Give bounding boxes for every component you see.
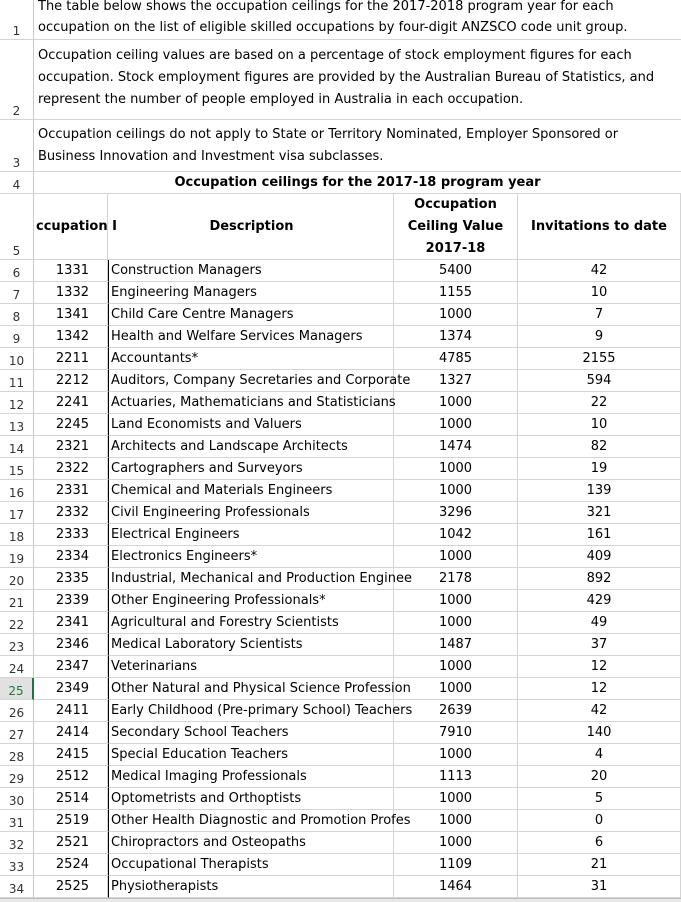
table-row <box>34 436 681 458</box>
occupation-code-cell[interactable]: 1331 <box>34 260 108 282</box>
occupation-code-cell[interactable]: 1342 <box>34 326 108 348</box>
description-cell[interactable]: Secondary School Teachers <box>108 722 394 744</box>
ceiling-value-cell[interactable]: 1155 <box>394 282 518 304</box>
invitations-cell[interactable]: 42 <box>518 260 681 282</box>
invitations-cell[interactable]: 19 <box>518 458 681 480</box>
table-row <box>34 282 681 304</box>
table-row <box>34 370 681 392</box>
row-header-7[interactable]: 7 <box>0 282 34 304</box>
ceiling-value-cell[interactable]: 1000 <box>394 480 518 502</box>
row-header-5[interactable]: 5 <box>0 194 34 260</box>
sheet-row-1 <box>34 0 681 40</box>
ceiling-value-cell[interactable]: 2639 <box>394 700 518 722</box>
invitations-cell[interactable]: 7 <box>518 304 681 326</box>
row-header-13[interactable]: 13 <box>0 414 34 436</box>
invitations-cell[interactable]: 6 <box>518 832 681 854</box>
ceiling-value-cell[interactable]: 4785 <box>394 348 518 370</box>
table-row <box>34 788 681 810</box>
row-header-29[interactable]: 29 <box>0 766 34 788</box>
description-cell[interactable]: Physiotherapists <box>108 876 394 898</box>
row-header-20[interactable]: 20 <box>0 568 34 590</box>
occupation-code-cell[interactable]: 2512 <box>34 766 108 788</box>
occupation-code-cell[interactable]: 2333 <box>34 524 108 546</box>
sheet-row-4 <box>34 172 681 194</box>
occupation-code-cell[interactable]: 1332 <box>34 282 108 304</box>
description-cell[interactable]: Early Childhood (Pre-primary School) Teachers <box>108 700 394 722</box>
description-cell[interactable]: Chemical and Materials Engineers <box>108 480 394 502</box>
invitations-cell[interactable]: 321 <box>518 502 681 524</box>
occupation-code-cell[interactable]: 2341 <box>34 612 108 634</box>
ceiling-value-cell[interactable]: 1000 <box>394 832 518 854</box>
row-header-18[interactable]: 18 <box>0 524 34 546</box>
table-row <box>34 348 681 370</box>
row-header-10[interactable]: 10 <box>0 348 34 370</box>
ceiling-value-cell[interactable]: 1487 <box>394 634 518 656</box>
header-ceiling-line1: Occupation <box>414 196 497 212</box>
description-cell[interactable]: Land Economists and Valuers <box>108 414 394 436</box>
invitations-cell[interactable]: 49 <box>518 612 681 634</box>
header-description[interactable]: Description <box>108 194 394 260</box>
row-header-3[interactable]: 3 <box>0 120 34 172</box>
ceiling-value-cell[interactable]: 3296 <box>394 502 518 524</box>
description-cell[interactable]: Medical Laboratory Scientists <box>108 634 394 656</box>
row-header-8[interactable]: 8 <box>0 304 34 326</box>
ceiling-value-cell[interactable]: 1000 <box>394 788 518 810</box>
table-row <box>34 568 681 590</box>
invitations-cell[interactable]: 429 <box>518 590 681 612</box>
table-row <box>34 634 681 656</box>
row-header-11[interactable]: 11 <box>0 370 34 392</box>
row-header-22[interactable]: 22 <box>0 612 34 634</box>
description-cell[interactable]: Other Engineering Professionals* <box>108 590 394 612</box>
invitations-cell[interactable]: 0 <box>518 810 681 832</box>
row-header-17[interactable]: 17 <box>0 502 34 524</box>
row-header-25[interactable]: 25 <box>0 678 34 700</box>
row-header-14[interactable]: 14 <box>0 436 34 458</box>
invitations-cell[interactable]: 10 <box>518 414 681 436</box>
row-header-27[interactable]: 27 <box>0 722 34 744</box>
row-header-32[interactable]: 32 <box>0 832 34 854</box>
occupation-code-cell[interactable]: 2521 <box>34 832 108 854</box>
invitations-cell[interactable]: 37 <box>518 634 681 656</box>
header-ceiling-value[interactable] <box>394 194 518 260</box>
invitations-cell[interactable]: 21 <box>518 854 681 876</box>
invitations-cell[interactable]: 5 <box>518 788 681 810</box>
table-row <box>34 458 681 480</box>
ceiling-value-cell[interactable]: 1113 <box>394 766 518 788</box>
description-cell[interactable]: Agricultural and Forestry Scientists <box>108 612 394 634</box>
row-header-2[interactable]: 2 <box>0 40 34 120</box>
row-header-1[interactable]: 1 <box>0 0 34 40</box>
ceiling-value-cell[interactable]: 1042 <box>394 524 518 546</box>
invitations-cell[interactable]: 20 <box>518 766 681 788</box>
ceiling-value-cell[interactable]: 1000 <box>394 392 518 414</box>
invitations-cell[interactable]: 4 <box>518 744 681 766</box>
row-header-33[interactable]: 33 <box>0 854 34 876</box>
ceiling-value-cell[interactable]: 1109 <box>394 854 518 876</box>
table-row <box>34 392 681 414</box>
description-cell[interactable]: Electrical Engineers <box>108 524 394 546</box>
row-header-15[interactable]: 15 <box>0 458 34 480</box>
description-cell[interactable]: Chiropractors and Osteopaths <box>108 832 394 854</box>
invitations-cell[interactable]: 42 <box>518 700 681 722</box>
sheet-row-3 <box>34 120 681 172</box>
note-cell-2[interactable]: Occupation ceiling values are based on a percentage of stock employment figures for each occupation. Stock employment figures are provided by the Australian Bureau of Statistics, and represent the number of people employed in Australia in each occupation. <box>34 40 681 120</box>
table-title[interactable]: Occupation ceilings for the 2017-18 program year <box>34 172 681 194</box>
occupation-code-cell[interactable]: 2334 <box>34 546 108 568</box>
table-row <box>34 524 681 546</box>
note-cell-1[interactable]: The table below shows the occupation ceilings for the 2017-2018 program year for each occupation on the list of eligible skilled occupations by four-digit ANZSCO code unit group. <box>34 0 681 40</box>
header-occupation-code[interactable]: ccupation I <box>34 194 108 260</box>
occupation-code-cell[interactable]: 2347 <box>34 656 108 678</box>
table-row <box>34 480 681 502</box>
ceiling-value-cell[interactable]: 1000 <box>394 744 518 766</box>
row-header-26[interactable]: 26 <box>0 700 34 722</box>
occupation-code-cell[interactable]: 1341 <box>34 304 108 326</box>
table-row <box>34 326 681 348</box>
occupation-code-cell[interactable]: 2241 <box>34 392 108 414</box>
description-cell[interactable]: Medical Imaging Professionals <box>108 766 394 788</box>
occupation-code-cell[interactable]: 2415 <box>34 744 108 766</box>
occupation-code-cell[interactable]: 2322 <box>34 458 108 480</box>
occupation-code-cell[interactable]: 2524 <box>34 854 108 876</box>
occupation-code-cell[interactable]: 2331 <box>34 480 108 502</box>
occupation-code-cell[interactable]: 2525 <box>34 876 108 898</box>
occupation-code-cell[interactable]: 2519 <box>34 810 108 832</box>
table-row <box>34 546 681 568</box>
occupation-code-cell[interactable]: 2339 <box>34 590 108 612</box>
invitations-cell[interactable]: 594 <box>518 370 681 392</box>
description-cell[interactable]: Health and Welfare Services Managers <box>108 326 394 348</box>
invitations-cell[interactable]: 22 <box>518 392 681 414</box>
ceiling-value-cell[interactable]: 1000 <box>394 810 518 832</box>
row-header-16[interactable]: 16 <box>0 480 34 502</box>
invitations-cell[interactable]: 82 <box>518 436 681 458</box>
table-row <box>34 810 681 832</box>
sheet-tab-bar <box>0 898 681 902</box>
invitations-cell[interactable]: 139 <box>518 480 681 502</box>
note-cell-3[interactable]: Occupation ceilings do not apply to State or Territory Nominated, Employer Sponsored or Business Innovation and Investment visa subclasses. <box>34 120 681 172</box>
description-cell[interactable]: Civil Engineering Professionals <box>108 502 394 524</box>
ceiling-value-cell[interactable]: 1000 <box>394 678 518 700</box>
header-ceiling-line3: 2017-18 <box>425 240 486 256</box>
description-cell[interactable]: Construction Managers <box>108 260 394 282</box>
row-header-30[interactable]: 30 <box>0 788 34 810</box>
table-row <box>34 502 681 524</box>
row-header-24[interactable]: 24 <box>0 656 34 678</box>
occupation-code-cell[interactable]: 2335 <box>34 568 108 590</box>
ceiling-value-cell[interactable]: 1000 <box>394 656 518 678</box>
table-row <box>34 260 681 282</box>
row-header-12[interactable]: 12 <box>0 392 34 414</box>
ceiling-value-cell[interactable]: 1000 <box>394 612 518 634</box>
occupation-code-cell[interactable]: 2514 <box>34 788 108 810</box>
ceiling-value-cell[interactable]: 2178 <box>394 568 518 590</box>
table-row <box>34 766 681 788</box>
invitations-cell[interactable]: 12 <box>518 656 681 678</box>
occupation-code-cell[interactable]: 2346 <box>34 634 108 656</box>
table-row <box>34 656 681 678</box>
ceiling-value-cell[interactable]: 1000 <box>394 458 518 480</box>
invitations-cell[interactable]: 892 <box>518 568 681 590</box>
table-row <box>34 832 681 854</box>
occupation-code-cell[interactable]: 2414 <box>34 722 108 744</box>
row-header-19[interactable]: 19 <box>0 546 34 568</box>
occupation-code-cell[interactable]: 2211 <box>34 348 108 370</box>
invitations-cell[interactable]: 2155 <box>518 348 681 370</box>
occupation-code-cell[interactable]: 2212 <box>34 370 108 392</box>
sheet-row-2 <box>34 40 681 120</box>
description-cell[interactable]: Accountants* <box>108 348 394 370</box>
row-header-34[interactable]: 34 <box>0 876 34 898</box>
table-row <box>34 590 681 612</box>
table-row <box>34 722 681 744</box>
occupation-code-cell[interactable]: 2411 <box>34 700 108 722</box>
table-row <box>34 612 681 634</box>
ceiling-value-cell[interactable]: 5400 <box>394 260 518 282</box>
description-cell[interactable]: Optometrists and Orthoptists <box>108 788 394 810</box>
invitations-cell[interactable]: 12 <box>518 678 681 700</box>
table-row <box>34 854 681 876</box>
description-cell[interactable]: Auditors, Company Secretaries and Corporate <box>108 370 394 392</box>
ceiling-value-cell[interactable]: 7910 <box>394 722 518 744</box>
header-ceiling-line2: Ceiling Value <box>407 218 504 234</box>
ceiling-value-cell[interactable]: 1374 <box>394 326 518 348</box>
description-cell[interactable]: Industrial, Mechanical and Production Enginee <box>108 568 394 590</box>
ceiling-value-cell[interactable]: 1474 <box>394 436 518 458</box>
invitations-cell[interactable]: 31 <box>518 876 681 898</box>
description-cell[interactable]: Occupational Therapists <box>108 854 394 876</box>
ceiling-value-cell[interactable]: 1000 <box>394 304 518 326</box>
description-cell[interactable]: Cartographers and Surveyors <box>108 458 394 480</box>
occupation-code-cell[interactable]: 2332 <box>34 502 108 524</box>
table-row <box>34 700 681 722</box>
header-invitations[interactable]: Invitations to date <box>518 194 681 260</box>
row-header-4[interactable]: 4 <box>0 172 34 194</box>
occupation-code-cell[interactable]: 2245 <box>34 414 108 436</box>
description-cell[interactable]: Engineering Managers <box>108 282 394 304</box>
table-row <box>34 876 681 898</box>
row-header-31[interactable]: 31 <box>0 810 34 832</box>
description-cell[interactable]: Other Health Diagnostic and Promotion Profes <box>108 810 394 832</box>
table-row <box>34 414 681 436</box>
description-cell[interactable]: Architects and Landscape Architects <box>108 436 394 458</box>
description-cell[interactable]: Child Care Centre Managers <box>108 304 394 326</box>
ceiling-value-cell[interactable]: 1000 <box>394 546 518 568</box>
table-row <box>34 744 681 766</box>
description-cell[interactable]: Electronics Engineers* <box>108 546 394 568</box>
row-header-23[interactable]: 23 <box>0 634 34 656</box>
invitations-cell[interactable]: 10 <box>518 282 681 304</box>
row-header-21[interactable]: 21 <box>0 590 34 612</box>
ceiling-value-cell[interactable]: 1000 <box>394 414 518 436</box>
description-cell[interactable]: Veterinarians <box>108 656 394 678</box>
description-cell[interactable]: Other Natural and Physical Science Profession <box>108 678 394 700</box>
ceiling-value-cell[interactable]: 1464 <box>394 876 518 898</box>
column-header-row <box>34 194 681 260</box>
row-header-28[interactable]: 28 <box>0 744 34 766</box>
occupation-code-cell[interactable]: 2349 <box>34 678 108 700</box>
invitations-cell[interactable]: 9 <box>518 326 681 348</box>
occupation-code-cell[interactable]: 2321 <box>34 436 108 458</box>
ceiling-value-cell[interactable]: 1327 <box>394 370 518 392</box>
row-header-9[interactable]: 9 <box>0 326 34 348</box>
description-cell[interactable]: Special Education Teachers <box>108 744 394 766</box>
row-header-6[interactable]: 6 <box>0 260 34 282</box>
invitations-cell[interactable]: 161 <box>518 524 681 546</box>
invitations-cell[interactable]: 409 <box>518 546 681 568</box>
table-row <box>34 304 681 326</box>
invitations-cell[interactable]: 140 <box>518 722 681 744</box>
table-row <box>34 678 681 700</box>
description-cell[interactable]: Actuaries, Mathematicians and Statisticians <box>108 392 394 414</box>
ceiling-value-cell[interactable]: 1000 <box>394 590 518 612</box>
